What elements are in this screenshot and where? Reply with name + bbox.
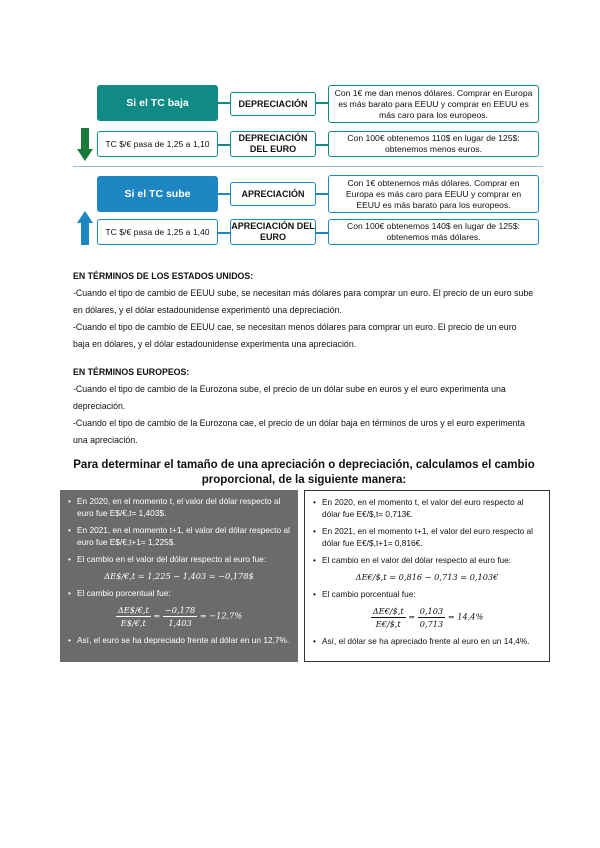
- eeuu-heading: EN TÉRMINOS DE LOS ESTADOS UNIDOS:: [73, 271, 254, 281]
- depreciacion-euro-desc-box: [328, 131, 539, 157]
- dollar-formula-1: ΔE$/€,t = 1,225 − 1,403 = −0,178$: [104, 571, 254, 581]
- connector-line: [316, 102, 328, 104]
- euro-bullet-5: • Así, el dólar se ha apreciado frente al euro en un 14,4%.: [313, 635, 541, 647]
- euro-bullet-2: • En 2021, en el momento t+1, el valor del euro respecto al dólar fue E€/$,t+1= 0,816€.: [313, 525, 541, 549]
- connector-line: [316, 193, 328, 195]
- connector-line: [218, 144, 230, 146]
- apreciacion-desc-box: [328, 175, 539, 213]
- tc-baja-box: Si el TC baja: [97, 85, 218, 121]
- euro-result: = 14,4%: [447, 611, 484, 622]
- euro-panel: [304, 490, 550, 662]
- eeuu-paragraph-1: -Cuando el tipo de cambio de EEUU sube, se necesitan más dólares para comprar un euro. El precio de un euro sube en dólares, y el dólar estadounidense experimentó una depreciación.: [73, 288, 534, 315]
- eur-section: [73, 364, 535, 449]
- eur-heading: EN TÉRMINOS EUROPEOS:: [73, 367, 190, 377]
- eeuu-paragraph-2: -Cuando el tipo de cambio de EEUU cae, se necesitan menos dólares para comprar un euro. El precio de un euro baja en dólares, y el dólar estadounidense experimenta una apreciación.: [73, 322, 517, 349]
- connector-line: [218, 232, 230, 234]
- tc-sube-box: Si el TC sube: [97, 176, 218, 212]
- tc-sube-example: TC $/€ pasa de 1,25 a 1,40: [105, 226, 210, 237]
- apreciacion-euro-desc: Con 100€ obtenemos 140$ en lugar de 125$: obtenemos más dólares.: [347, 221, 520, 242]
- eur-paragraph-2: -Cuando el tipo de cambio de la Eurozona cae, el precio de un dólar baja en términos de uros y el euro experimenta una apreciación.: [73, 418, 525, 445]
- euro-bullet-1: • En 2020, en el momento t, el valor del euro respecto al dólar fue E€/$,t= 0,713€.: [313, 496, 541, 520]
- proportional-change-title: [60, 458, 548, 488]
- down-arrow-icon: [77, 128, 93, 162]
- dollar-result: = −12,7%: [199, 610, 243, 621]
- apreciacion-label-box: [230, 182, 316, 206]
- dollar-panel: [60, 490, 298, 662]
- connector-line: [316, 144, 328, 146]
- depreciacion-desc-box: [328, 85, 539, 123]
- up-arrow-icon: [77, 211, 93, 245]
- euro-bullet-4: • El cambio porcentual fue:: [313, 588, 541, 600]
- apreciacion-desc: Con 1€ obtenemos más dólares. Comprar en Europa es más caro para EEUU y comprar en EEUU es más barato para los europeos.: [345, 177, 522, 210]
- depreciacion-label: DEPRECIACIÓN: [238, 98, 308, 109]
- connector-line: [316, 232, 328, 234]
- fraction: $\frac{-0,178}{1,403}$: [164, 605, 196, 628]
- eur-paragraph-1: -Cuando el tipo de cambio de la Eurozona sube, el precio de un dólar sube en euros y el euro experimenta una depreciación.: [73, 384, 506, 411]
- fraction: $\frac{\Delta E€/\$,t}{E€/\$,t}$: [372, 606, 404, 629]
- dollar-bullet-3: • El cambio en el valor del dólar respecto al euro fue:: [68, 553, 290, 565]
- depreciacion-euro-box: [230, 131, 316, 157]
- euro-formula-1: ΔE€/$,t = 0,816 − 0,713 = 0,103€: [355, 572, 499, 582]
- dollar-bullet-4: • El cambio porcentual fue:: [68, 587, 290, 599]
- euro-bullet-3: • El cambio en el valor del dólar respecto al euro fue:: [313, 554, 541, 566]
- depreciacion-euro-label: DEPRECIACIÓN DEL EURO: [238, 133, 308, 154]
- dollar-bullet-1: • En 2020, en el momento t, el valor del dólar respecto al euro fue E$/€,t= 1,403$.: [68, 495, 290, 519]
- apreciacion-label: APRECIACIÓN: [241, 188, 305, 199]
- fraction: $\frac{\Delta E\$/€,t}{E\$/€,t}$: [117, 605, 149, 628]
- apreciacion-euro-desc-box: [328, 219, 539, 245]
- dollar-bullet-5: • Así, el euro se ha depreciado frente al dólar en un 12,7%.: [68, 634, 290, 646]
- title-line-2: proporcional, de la siguiente manera:: [201, 474, 407, 486]
- connector-line: [218, 102, 230, 104]
- tc-sube-example-box: [97, 219, 218, 245]
- depreciacion-euro-desc: Con 100€ obtenemos 110$ en lugar de 125$: obtenemos menos euros.: [347, 133, 520, 154]
- apreciacion-euro-label: APRECIACIÓN DEL EURO: [231, 221, 315, 242]
- dollar-bullet-2: • En 2021, en el momento t+1, el valor del dólar respecto al euro fue E$/€,t+1= 1,225$.: [68, 524, 290, 548]
- dollar-formula-2: $\frac{\Delta E\$/€,t}{E\$/€,t}$ = $\frac{-0,178}{1,403}$ = −12,7%: [117, 605, 243, 628]
- depreciacion-label-box: [230, 92, 316, 116]
- euro-formula-2: $\frac{\Delta E€/\$,t}{E€/\$,t}$ = $\frac{0,103}{0,713}$ = 14,4%: [372, 606, 484, 629]
- apreciacion-euro-box: [230, 219, 316, 245]
- tc-baja-example-box: [97, 131, 218, 157]
- fraction: $\frac{0,103}{0,713}$: [419, 606, 444, 629]
- tc-baja-example: TC $/€ pasa de 1,25 a 1,10: [105, 138, 210, 149]
- title-line-1: Para determinar el tamaño de una apreciación o depreciación, calculamos el cambio: [73, 459, 535, 471]
- connector-line: [218, 193, 230, 195]
- divider: [73, 166, 543, 167]
- eeuu-section: [73, 268, 535, 353]
- depreciacion-desc: Con 1€ me dan menos dólares. Comprar en Europa es más barato para EEUU y comprar en EEUU es más caro para los europeos.: [334, 87, 533, 120]
